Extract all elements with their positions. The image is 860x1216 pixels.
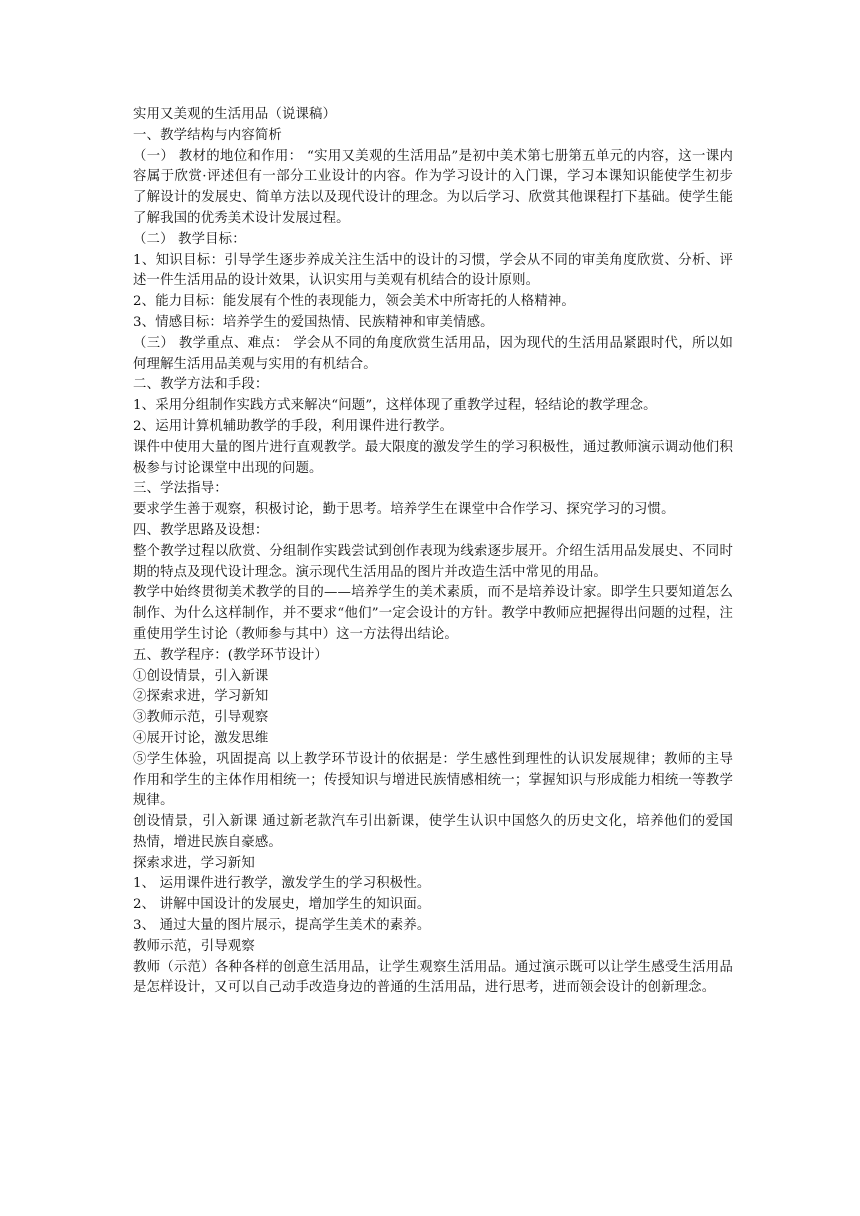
list-item: 2、 讲解中国设计的发展史，增加学生的知识面。 [133, 897, 431, 913]
paragraph: （三） 教学重点、难点： 学会从不同的角度欣赏生活用品，因为现代的生活用品紧跟时代，所以如何理解生活用品美观与实用的有机结合。 [133, 335, 733, 372]
paragraph: 要求学生善于观察，积极讨论，勤于思考。培养学生在课堂中合作学习、探究学习的习惯。 [133, 502, 675, 518]
list-item: 3、 通过大量的图片展示，提高学生美术的素养。 [133, 918, 431, 934]
list-item: ①创设情景，引入新课 [133, 668, 269, 684]
paragraph: 1、知识目标：引导学生逐步养成关注生活中的设计的习惯，学会从不同的审美角度欣赏、分析、评述一件生活用品的设计效果，认识实用与美观有机结合的设计原则。 [133, 252, 733, 289]
paragraph: （一） 教材的地位和作用： “实用又美观的生活用品”是初中美术第七册第五单元的内容，这一课内容属于欣赏·评述但有一部分工业设计的内容。作为学习设计的入门课，学习本课知识能使学生初步了解设计的发展史、简单方法以及现代设计的理念。为以后学习、欣赏其他课程打下基础。使学生能了解我国的优秀美术设计发展过程。 [133, 148, 733, 226]
subsection-heading: （二） 教学目标： [133, 231, 246, 247]
document-title: 实用又美观的生活用品（说课稿） [133, 107, 337, 122]
document-body [133, 105, 733, 999]
list-item: ③教师示范，引导观察 [133, 710, 269, 726]
section-heading: 五、教学程序：(教学环节设计） [133, 647, 328, 663]
list-item: ②探索求进，学习新知 [133, 689, 269, 705]
section-heading: 一、教学结构与内容简析 [133, 127, 282, 143]
paragraph: 课件中使用大量的图片进行直观教学。最大限度的激发学生的学习积极性，通过教师演示调动他们积极参与讨论课堂中出现的问题。 [133, 439, 733, 476]
paragraph: 2、运用计算机辅助教学的手段，利用课件进行教学。 [133, 418, 454, 434]
subheading: 探索求进，学习新知 [133, 855, 255, 871]
list-item: ⑤学生体验，巩固提高 以上教学环节设计的依据是：学生感性到理性的认识发展规律；教师的主导作用和学生的主体作用相统一；传授知识与增进民族情感相统一；掌握知识与形成能力相统一等教学规律。 [133, 751, 733, 809]
paragraph: 1、采用分组制作实践方式来解决“问题”，这样体现了重教学过程，轻结论的教学理念。 [133, 398, 657, 414]
list-item: 1、 运用课件进行教学，激发学生的学习积极性。 [133, 876, 431, 892]
paragraph: 整个教学过程以欣赏、分组制作实践尝试到创作表现为线索逐步展开。介绍生活用品发展史、不同时期的特点及现代设计理念。演示现代生活用品的图片并改造生活中常见的用品。 [133, 543, 733, 580]
paragraph: 创设情景，引入新课 通过新老款汽车引出新课，使学生认识中国悠久的历史文化，培养他们的爱国热情，增进民族自豪感。 [133, 814, 733, 850]
section-heading: 二、教学方法和手段： [133, 377, 269, 393]
paragraph: 2、能力目标：能发展有个性的表现能力，领会美术中所寄托的人格精神。 [133, 294, 575, 310]
subheading: 教师示范，引导观察 [133, 938, 255, 954]
paragraph: 3、情感目标：培养学生的爱国热情、民族精神和审美情感。 [133, 314, 494, 330]
paragraph: 教师（示范）各种各样的创意生活用品，让学生观察生活用品。通过演示既可以让学生感受生活用品是怎样设计，又可以自己动手改造身边的普通的生活用品，进行思考，进而领会设计的创新理念。 [133, 959, 733, 996]
section-heading: 四、教学思路及设想： [133, 522, 269, 538]
paragraph: 教学中始终贯彻美术教学的目的——培养学生的美术素质，而不是培养设计家。即学生只要知道怎么制作、为什么这样制作，并不要求“他们”一定会设计的方针。教学中教师应把握得出问题的过程，注重使用学生讨论（教师参与其中）这一方法得出结论。 [133, 585, 733, 642]
list-item: ④展开讨论，激发思维 [133, 730, 269, 746]
section-heading: 三、学法指导： [133, 481, 228, 497]
